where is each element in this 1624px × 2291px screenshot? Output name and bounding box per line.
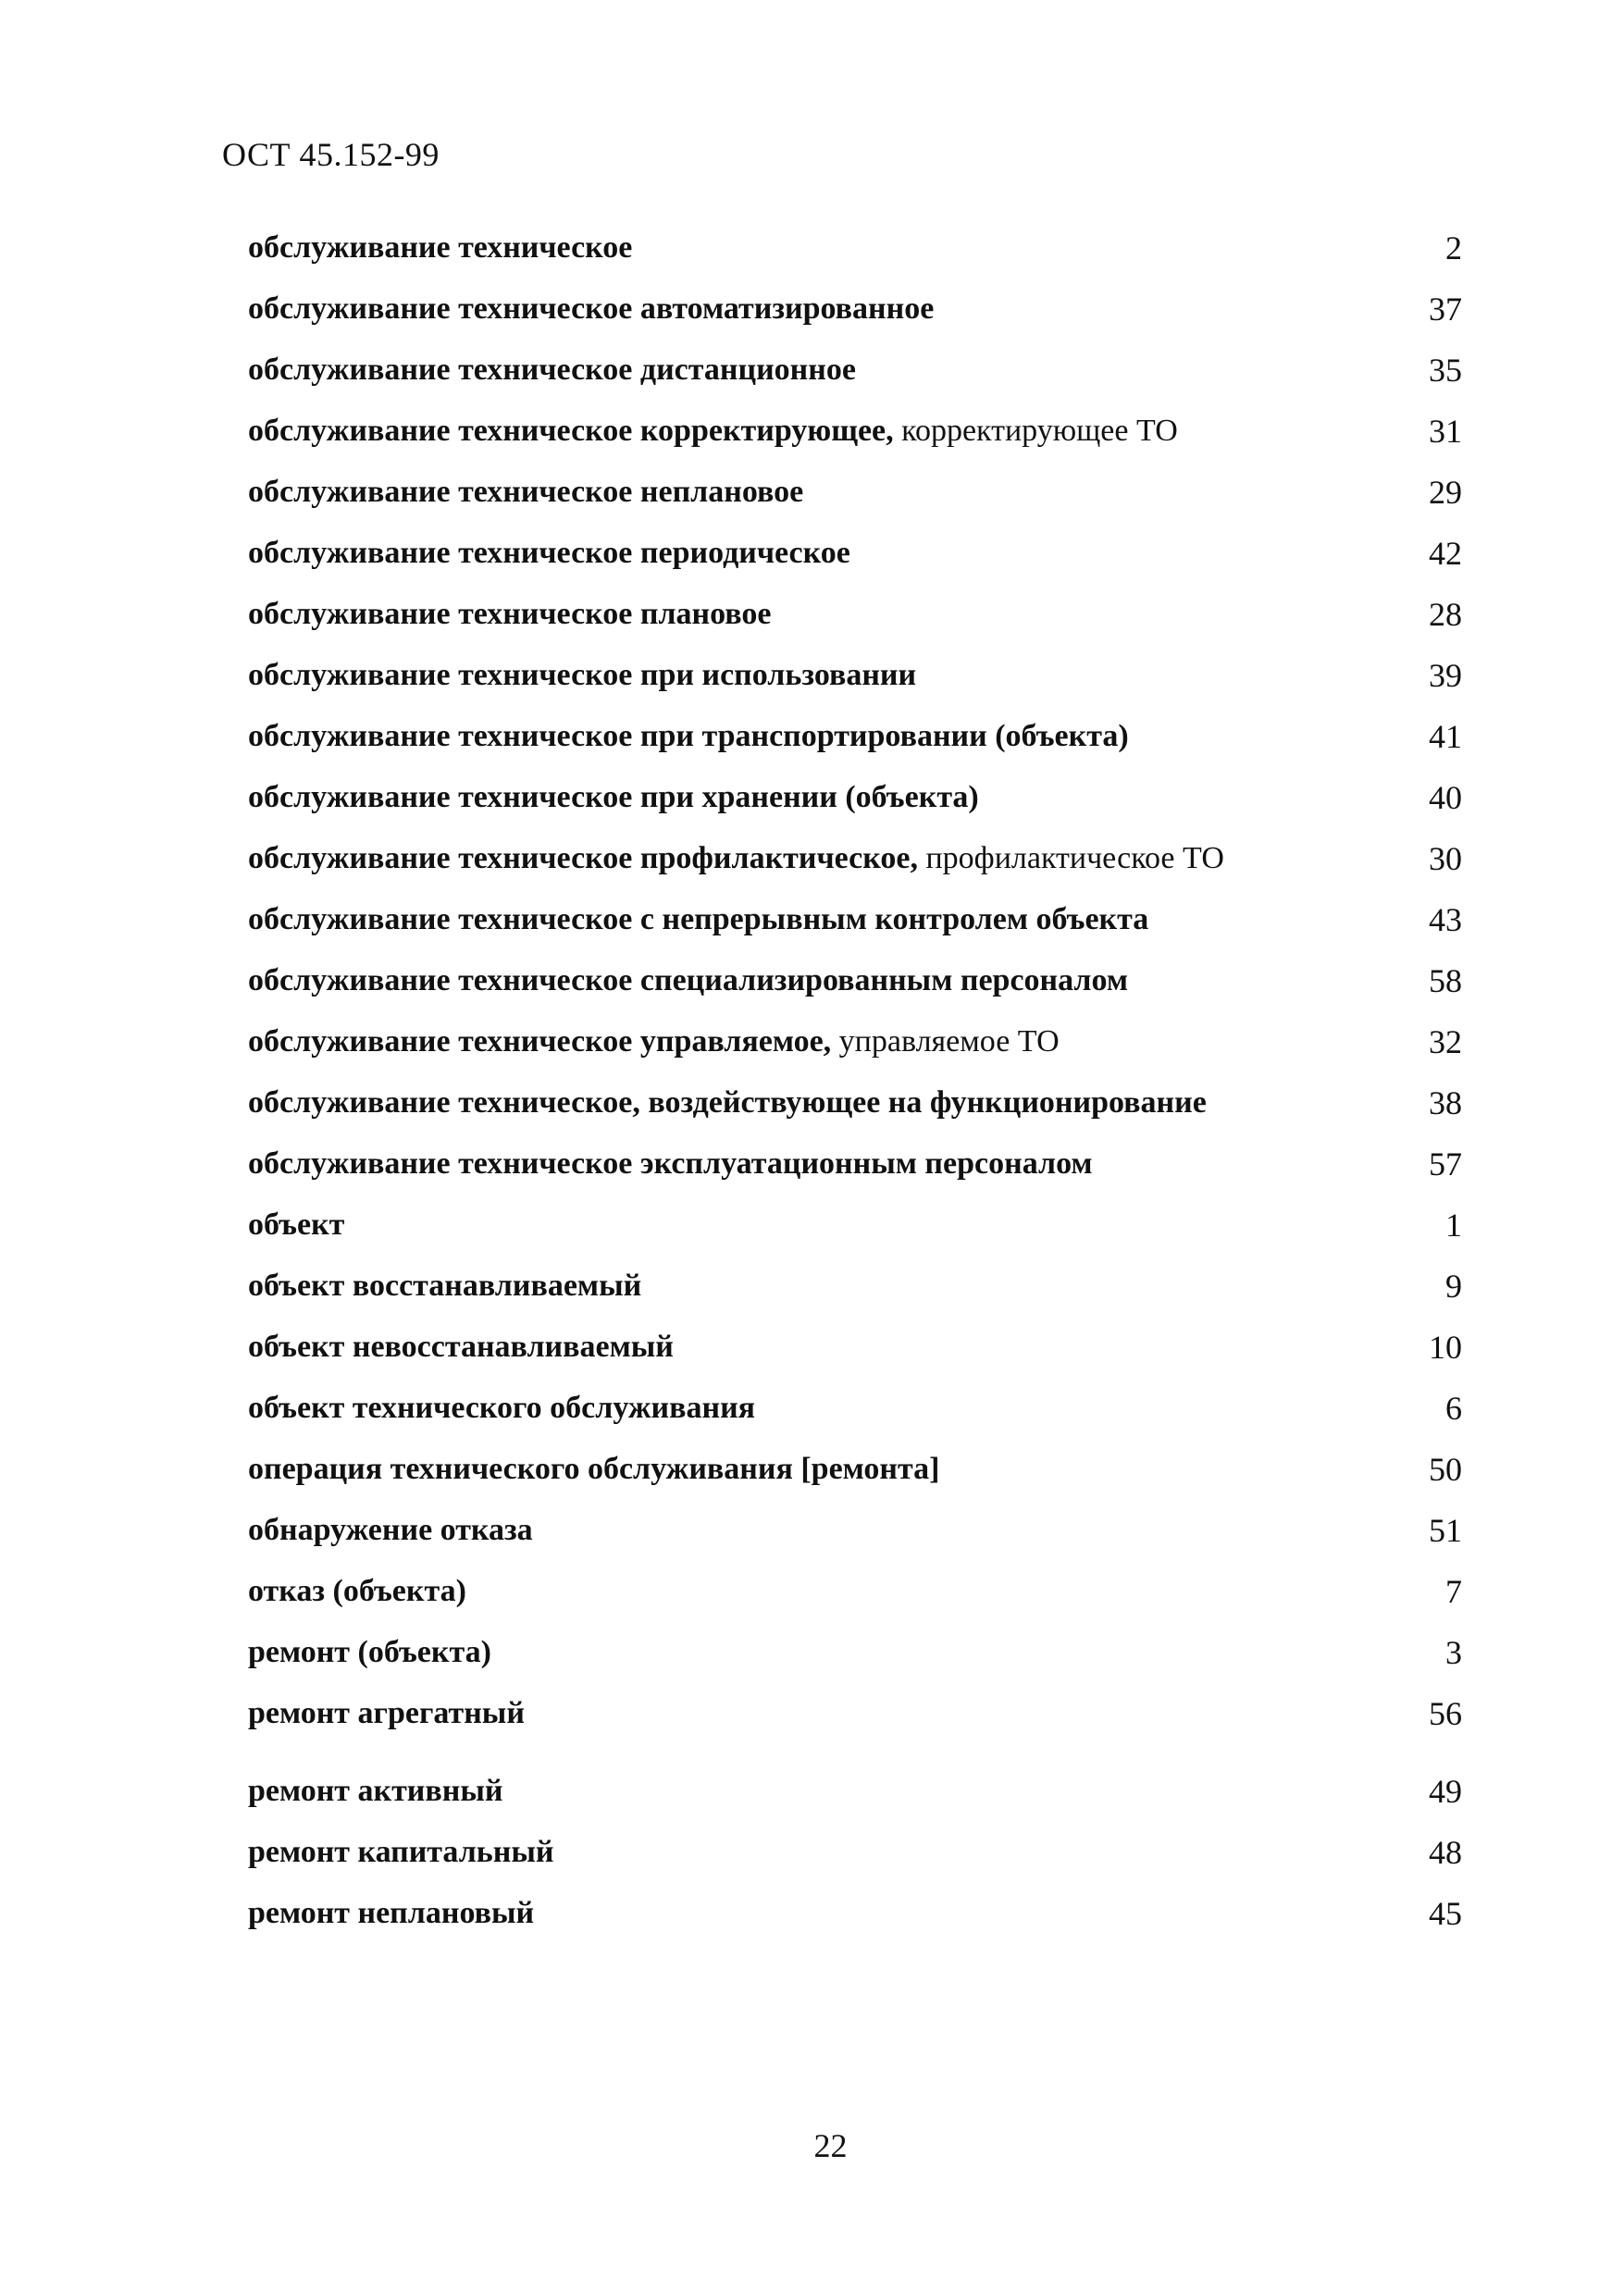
index-term-text: ремонт капитальный (248, 1835, 554, 1869)
index-entry (248, 523, 1462, 584)
index-entry (248, 645, 1462, 706)
index-term (248, 1439, 939, 1500)
index-term (248, 1561, 466, 1622)
index-entry (248, 1011, 1462, 1072)
index-term-number: 3 (1445, 1634, 1462, 1671)
index-term-number: 7 (1445, 1573, 1462, 1610)
index-entry (248, 1317, 1462, 1378)
index-term-abbreviation: профилактическое ТО (925, 841, 1224, 875)
index-term-number: 10 (1429, 1329, 1462, 1366)
index-term (248, 401, 1178, 462)
index-term-number: 51 (1429, 1512, 1462, 1549)
index-term (248, 1622, 491, 1683)
index-term (248, 706, 1129, 767)
document-code: ОСТ 45.152-99 (222, 136, 440, 173)
page-number: 22 (813, 2127, 848, 2164)
index-term-number: 41 (1429, 718, 1462, 755)
index-entry (248, 1561, 1462, 1622)
index-entry (248, 1439, 1462, 1500)
index-term-text: операция технического обслуживания [ремонта] (248, 1452, 940, 1486)
index-term (248, 1195, 344, 1256)
index-term (248, 217, 632, 279)
index-term-text: обслуживание техническое управляемое, (248, 1024, 832, 1059)
index-term-text: обслуживание техническое при хранении (объекта) (248, 780, 979, 814)
index-term-text: обслуживание техническое плановое (248, 597, 772, 631)
index-term (248, 584, 772, 645)
index-term-number: 39 (1429, 657, 1462, 694)
index-term-number: 42 (1429, 535, 1462, 572)
index-term-number: 56 (1429, 1695, 1462, 1732)
index-term-text: обслуживание техническое специализированным персоналом (248, 963, 1129, 997)
index-term-number: 35 (1429, 352, 1462, 389)
index-term-number: 29 (1429, 474, 1462, 511)
index-term-number: 57 (1429, 1146, 1462, 1183)
index-term-number: 28 (1429, 596, 1462, 633)
index-term-number: 37 (1429, 291, 1462, 328)
index-term-number: 2 (1445, 229, 1462, 266)
index-term (248, 950, 1128, 1011)
index-term-text: обслуживание техническое эксплуатационным персоналом (248, 1146, 1093, 1181)
index-entry (248, 1072, 1462, 1133)
index-entry (248, 1195, 1462, 1256)
index-term (248, 279, 934, 340)
index-term-text: объект невосстанавливаемый (248, 1330, 674, 1364)
index-term-number: 50 (1429, 1451, 1462, 1488)
index-term (248, 1822, 554, 1883)
index-term-text: ремонт агрегатный (248, 1696, 525, 1730)
index-term (248, 1500, 533, 1561)
index-term-text: обслуживание техническое при использовании (248, 658, 917, 692)
index-term-text: обслуживание техническое периодическое (248, 536, 850, 570)
index-entry (248, 401, 1462, 462)
index-entry (248, 462, 1462, 523)
index-term-number: 45 (1429, 1895, 1462, 1932)
index-term (248, 889, 1148, 950)
index-entry (248, 950, 1462, 1011)
index-entry (248, 1761, 1462, 1822)
index-term-text: отказ (объекта) (248, 1574, 466, 1608)
index-term-number: 30 (1429, 840, 1462, 877)
index-term-number: 6 (1445, 1390, 1462, 1427)
index-term-text: обслуживание техническое дистанционное (248, 353, 856, 387)
index-term (248, 1011, 1060, 1072)
index-term-text: ремонт активный (248, 1774, 503, 1808)
index-term (248, 1683, 525, 1744)
index-term (248, 1133, 1093, 1195)
index-term-abbreviation: корректирующее ТО (901, 414, 1178, 448)
index-term (248, 828, 1224, 889)
index-term-text: ремонт неплановый (248, 1896, 535, 1930)
index-term-text: объект технического обслуживания (248, 1391, 756, 1425)
index-entry (248, 1256, 1462, 1317)
index-entry (248, 1378, 1462, 1439)
index-entry (248, 1622, 1462, 1683)
index-term-number: 31 (1429, 413, 1462, 450)
index-term-number: 9 (1445, 1268, 1462, 1305)
index-term (248, 1378, 755, 1439)
index-entry (248, 279, 1462, 340)
index-term-text: обслуживание техническое корректирующее, (248, 414, 894, 448)
index-term-abbreviation: управляемое ТО (838, 1024, 1060, 1059)
index-term-number: 49 (1429, 1773, 1462, 1810)
index-term-text: обслуживание техническое, воздействующее на функционирование (248, 1085, 1207, 1120)
index-term (248, 767, 979, 828)
index-term-text: обслуживание техническое неплановое (248, 475, 804, 509)
index-term-text: обнаружение отказа (248, 1513, 533, 1547)
index-entry (248, 767, 1462, 828)
index-term-number: 38 (1429, 1084, 1462, 1121)
index-term-text: объект восстанавливаемый (248, 1269, 642, 1303)
index-term-text: обслуживание техническое с непрерывным контролем объекта (248, 902, 1149, 936)
index-entry (248, 340, 1462, 401)
index-term-number: 1 (1445, 1207, 1462, 1244)
index-term-number: 58 (1429, 962, 1462, 999)
index-term-number: 48 (1429, 1834, 1462, 1871)
index-term (248, 645, 916, 706)
index-term-number: 32 (1429, 1023, 1462, 1060)
index-term-text: ремонт (объекта) (248, 1635, 491, 1669)
index-term-text: объект (248, 1207, 345, 1242)
term-index-list (248, 217, 1462, 1944)
index-term-text: обслуживание техническое автоматизированное (248, 291, 935, 326)
index-entry (248, 828, 1462, 889)
index-entry (248, 706, 1462, 767)
index-term (248, 462, 803, 523)
index-term (248, 1072, 1207, 1133)
index-term (248, 340, 856, 401)
index-term (248, 1883, 534, 1944)
index-entry (248, 1683, 1462, 1744)
index-entry (248, 584, 1462, 645)
index-term-text: обслуживание техническое (248, 230, 633, 265)
index-term (248, 1761, 502, 1822)
index-entry (248, 1883, 1462, 1944)
index-term (248, 1256, 641, 1317)
index-entry (248, 1133, 1462, 1195)
index-entry (248, 217, 1462, 279)
index-entry (248, 1822, 1462, 1883)
index-entry (248, 889, 1462, 950)
index-term-text: обслуживание техническое при транспортировании (объекта) (248, 719, 1129, 753)
index-term (248, 1317, 674, 1378)
index-term (248, 523, 850, 584)
index-entry (248, 1500, 1462, 1561)
index-term-number: 40 (1429, 779, 1462, 816)
index-term-number: 43 (1429, 901, 1462, 938)
index-term-text: обслуживание техническое профилактическое, (248, 841, 918, 875)
